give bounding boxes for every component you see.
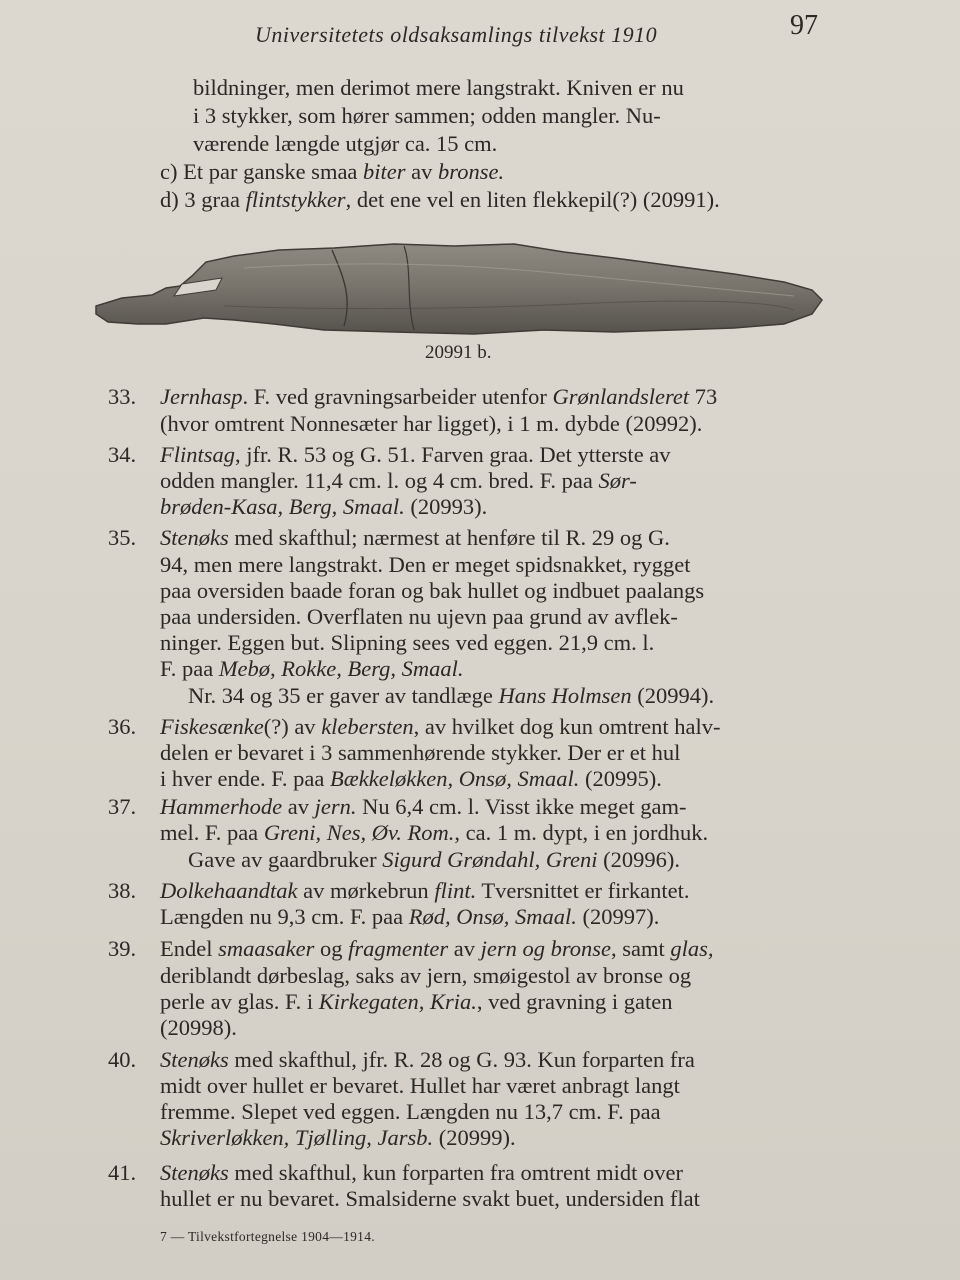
text-line: Jernhasp. F. ved gravningsarbeider utenfor Grønlandsleret 73 bbox=[160, 384, 718, 409]
text-line: paa undersiden. Overflaten nu ujevn paa grund av avflek- bbox=[160, 604, 678, 629]
text-line: perle av glas. F. i Kirkegaten, Kria., ved gravning i gaten bbox=[160, 989, 673, 1014]
text-line: hullet er nu bevaret. Smalsiderne svakt buet, undersiden flat bbox=[160, 1186, 700, 1211]
text-line: 94, men mere langstrakt. Den er meget spidsnakket, rygget bbox=[160, 552, 691, 577]
text-line: Dolkehaandtak av mørkebrun flint. Tversnittet er firkantet. bbox=[160, 878, 690, 903]
text-line: i 3 stykker, som hører sammen; odden mangler. Nu- bbox=[193, 103, 661, 128]
text-line: Flintsag, jfr. R. 53 og G. 51. Farven graa. Det ytterste av bbox=[160, 442, 671, 467]
entry-number: 33. bbox=[108, 384, 137, 409]
text-line: c) Et par ganske smaa biter av bronse. bbox=[160, 159, 505, 184]
text-line: Endel smaasaker og fragmenter av jern og bronse, samt glas, bbox=[160, 936, 714, 961]
text-line: fremme. Slepet ved eggen. Længden nu 13,7 cm. F. paa bbox=[160, 1099, 661, 1124]
text-line: Hammerhode av jern. Nu 6,4 cm. l. Visst ikke meget gam- bbox=[160, 794, 687, 819]
entry-number: 34. bbox=[108, 442, 137, 467]
text-line: Fiskesænke(?) av klebersten, av hvilket dog kun omtrent halv- bbox=[160, 714, 721, 739]
page-number: 97 bbox=[790, 10, 818, 41]
figure-caption: 20991 b. bbox=[425, 342, 492, 363]
text-line: delen er bevaret i 3 sammenhørende stykker. Der er et hul bbox=[160, 740, 681, 765]
entry-number: 41. bbox=[108, 1160, 137, 1185]
text-line: mel. F. paa Greni, Nes, Øv. Rom., ca. 1 m. dypt, i en jordhuk. bbox=[160, 820, 709, 845]
text-line: odden mangler. 11,4 cm. l. og 4 cm. bred. F. paa Sør- bbox=[160, 468, 637, 493]
text-line: værende længde utgjør ca. 15 cm. bbox=[193, 131, 498, 156]
artifact-illustration bbox=[94, 238, 824, 338]
text-line: d) 3 graa flintstykker, det ene vel en liten flekkepil(?) (20991). bbox=[160, 187, 720, 212]
text-line: (20998). bbox=[160, 1015, 237, 1040]
text-line: i hver ende. F. paa Bækkeløkken, Onsø, Smaal. (20995). bbox=[160, 766, 662, 791]
entry-number: 38. bbox=[108, 878, 137, 903]
text-line: Stenøks med skafthul, jfr. R. 28 og G. 93. Kun forparten fra bbox=[160, 1047, 695, 1072]
entry-number: 37. bbox=[108, 794, 137, 819]
entry-number: 40. bbox=[108, 1047, 137, 1072]
text-line: ninger. Eggen but. Slipning sees ved eggen. 21,9 cm. l. bbox=[160, 630, 655, 655]
text-line: Længden nu 9,3 cm. F. paa Rød, Onsø, Smaal. (20997). bbox=[160, 904, 660, 929]
text-line: midt over hullet er bevaret. Hullet har været anbragt langt bbox=[160, 1073, 680, 1098]
entry-number: 39. bbox=[108, 936, 137, 961]
text-line: Gave av gaardbruker Sigurd Grøndahl, Greni (20996). bbox=[188, 847, 680, 872]
text-line: bildninger, men derimot mere langstrakt. Kniven er nu bbox=[193, 75, 684, 100]
text-line: Stenøks med skafthul, kun forparten fra omtrent midt over bbox=[160, 1160, 683, 1185]
text-line: Stenøks med skafthul; nærmest at henføre til R. 29 og G. bbox=[160, 525, 670, 550]
text-line: F. paa Mebø, Rokke, Berg, Smaal. bbox=[160, 656, 464, 681]
text-line: paa oversiden baade foran og bak hullet og indbuet paalangs bbox=[160, 578, 705, 603]
entry-number: 35. bbox=[108, 525, 137, 550]
page-footer: 7 — Tilvekstfortegnelse 1904—1914. bbox=[160, 1229, 375, 1244]
text-line: Nr. 34 og 35 er gaver av tandlæge Hans Holmsen (20994). bbox=[188, 683, 715, 708]
text-line: brøden-Kasa, Berg, Smaal. (20993). bbox=[160, 494, 488, 519]
text-line: (hvor omtrent Nonnesæter har ligget), i 1 m. dybde (20992). bbox=[160, 411, 703, 436]
text-line: Skriverløkken, Tjølling, Jarsb. (20999). bbox=[160, 1125, 516, 1150]
running-header: Universitetets oldsaksamlings tilvekst 1910 bbox=[255, 22, 658, 47]
entry-number: 36. bbox=[108, 714, 137, 739]
text-line: deriblandt dørbeslag, saks av jern, smøigestol av bronse og bbox=[160, 963, 692, 988]
